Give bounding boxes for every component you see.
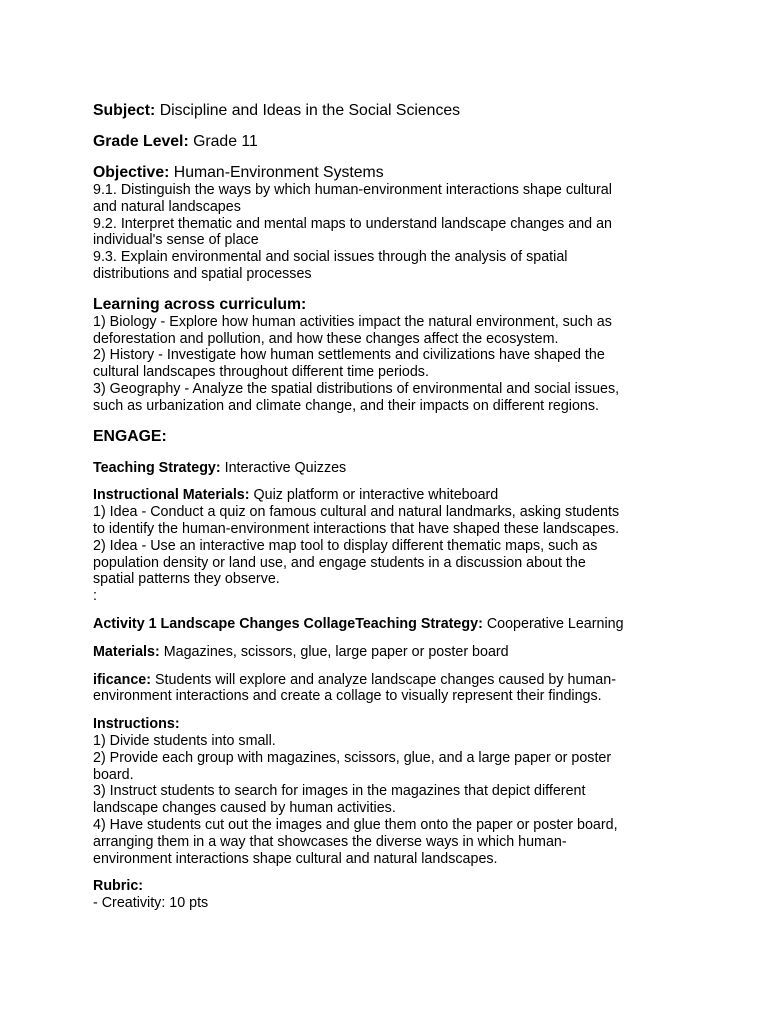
- instruction-line: board.: [93, 766, 134, 783]
- instruction-line: 2) Provide each group with magazines, scissors, glue, and a large paper or poster: [93, 749, 612, 766]
- objective-line: 9.2. Interpret thematic and mental maps to understand landscape changes and an: [93, 215, 612, 232]
- activity-value: Cooperative Learning: [486, 615, 624, 632]
- learning-line: such as urbanization and climate change, and their impacts on different regions.: [93, 397, 599, 414]
- instruction-line: environment interactions shape cultural and natural landscapes.: [93, 850, 498, 867]
- learning-line: cultural landscapes throughout different time periods.: [93, 364, 429, 381]
- instructional-materials-line: [93, 487, 693, 504]
- objective-list: [93, 182, 693, 283]
- learning-list: [93, 314, 693, 415]
- instruction-line: landscape changes caused by human activities.: [93, 800, 396, 817]
- objective-heading: [93, 163, 693, 182]
- objective-value: Human-Environment Systems: [173, 164, 384, 181]
- instruction-line: arranging them in a way that showcases the diverse ways in which human-: [93, 833, 567, 850]
- instructions-label: Instructions:: [93, 716, 180, 733]
- materials-label: Materials:: [93, 643, 160, 660]
- materials-idea-line: population density or land use, and engage students in a discussion about the: [93, 554, 586, 571]
- subject-label: Subject:: [93, 102, 156, 119]
- subject-line: [93, 101, 693, 120]
- learning-line: 2) History - Investigate how human settlements and civilizations have shaped the: [93, 347, 605, 364]
- rubric-label: Rubric:: [93, 878, 144, 895]
- learning-line: 3) Geography - Analyze the spatial distributions of environmental and social issues,: [93, 380, 620, 397]
- lesson-plan: [93, 101, 693, 912]
- teaching-strategy-value: Interactive Quizzes: [224, 459, 347, 476]
- learning-heading: [93, 295, 693, 314]
- learning-line: deforestation and pollution, and how these changes affect the ecosystem.: [93, 330, 559, 347]
- subject-value: Discipline and Ideas in the Social Sciences: [159, 102, 461, 119]
- grade-label: Grade Level:: [93, 133, 189, 150]
- materials-idea-line: to identify the human-environment interactions that have shaped these landscapes.: [93, 520, 620, 537]
- activity-line: [93, 616, 693, 633]
- learning-heading-text: Learning across curriculum:: [93, 295, 307, 313]
- materials-idea-line: spatial patterns they observe.: [93, 571, 280, 588]
- engage-heading: [93, 427, 693, 446]
- instructional-materials-label: Instructional Materials:: [93, 487, 250, 504]
- significance-line: [93, 672, 693, 689]
- significance-value: Students will explore and analyze landscape changes caused by human-: [155, 671, 616, 688]
- grade-line: [93, 132, 693, 151]
- objective-line: individual's sense of place: [93, 232, 259, 249]
- objective-label: Objective:: [93, 164, 170, 181]
- instruction-line: 1) Divide students into small.: [93, 732, 276, 749]
- instruction-line: 3) Instruct students to search for images in the magazines that depict different: [93, 783, 586, 800]
- materials-line: [93, 644, 693, 661]
- teaching-strategy-line: [93, 460, 693, 477]
- instructions-heading: [93, 716, 693, 733]
- instructions-list: [93, 733, 693, 867]
- rubric-line: - Creativity: 10 pts: [93, 895, 209, 912]
- rubric-list: [93, 895, 693, 912]
- objective-line: 9.3. Explain environmental and social issues through the analysis of spatial: [93, 249, 568, 266]
- engage-heading-text: ENGAGE:: [93, 427, 167, 445]
- activity-label: Activity 1 Landscape Changes CollageTeaching Strategy:: [93, 615, 483, 632]
- grade-value: Grade 11: [193, 133, 258, 150]
- significance-label: ificance:: [93, 671, 152, 688]
- materials-value: Magazines, scissors, glue, large paper or poster board: [163, 643, 509, 660]
- learning-line: 1) Biology - Explore how human activities impact the natural environment, such as: [93, 313, 612, 330]
- materials-idea-line: 1) Idea - Conduct a quiz on famous cultural and natural landmarks, asking students: [93, 504, 620, 521]
- instructional-materials-list: [93, 504, 693, 605]
- materials-idea-line: :: [93, 588, 97, 605]
- instructional-materials-value: Quiz platform or interactive whiteboard: [253, 487, 499, 504]
- materials-idea-line: 2) Idea - Use an interactive map tool to display different thematic maps, such as: [93, 537, 598, 554]
- objective-line: distributions and spatial processes: [93, 265, 312, 282]
- teaching-strategy-label: Teaching Strategy:: [93, 459, 221, 476]
- objective-line: and natural landscapes: [93, 198, 241, 215]
- objective-line: 9.1. Distinguish the ways by which human-environment interactions shape cultural: [93, 182, 612, 198]
- instruction-line: 4) Have students cut out the images and glue them onto the paper or poster board,: [93, 816, 618, 833]
- significance-continuation: environment interactions and create a collage to visually represent their findings.: [93, 688, 602, 705]
- rubric-heading: [93, 878, 693, 895]
